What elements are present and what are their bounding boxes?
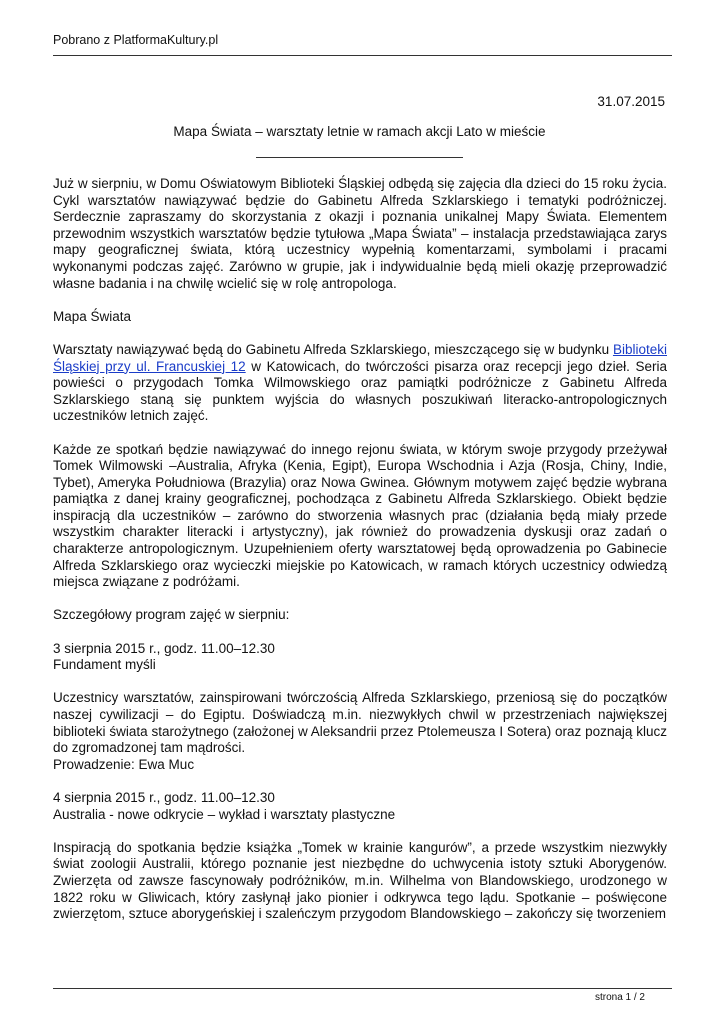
event-name: Australia - nowe odkrycie – wykład i warsztaty plastyczne (53, 806, 396, 822)
program-heading: Szczegółowy program zajęć w sierpniu: (53, 607, 290, 623)
event-name: Fundament myśli (53, 657, 156, 673)
event-details (53, 690, 667, 773)
event-date: 4 sierpnia 2015 r., godz. 11.00–12.30 (53, 789, 275, 805)
regions-paragraph: Każde ze spotkań będzie nawiązywać do innego rejonu świata, w którym swoje przygody przeżywał Tomek Wilmowski –Australia, Afryka (Kenia, Egipt), Europa Wschodnia i Azja (Rosja, Chiny, Indie, Tybet), Ameryka Południowa (Brazylia) oraz Nowa Gwinea. Głównym motywem zajęć będzie wybrana pamiątka z danej krainy geograficznej, pochodząca z Gabinetu Alfreda Szklarskiego. Obiekt będzie inspiracją dla uczestników – zarówno do stworzenia własnych prac (działania będą miały przede wszystkim charakter literacki i artystyczny), jak również do prowadzenia dyskusji oraz zadań o charakterze antropologicznym. Uzupełnieniem oferty warsztatowej będą oprowadzenia po Gabinecie Alfreda Szklarskiego oraz wycieczki miejskie po Katowicach, w ramach których uczestnicy odwiedzą miejsca związane z podróżami. (53, 441, 667, 590)
footer-divider (53, 988, 672, 989)
page-number: strona 1 / 2 (594, 992, 645, 1003)
event-header (53, 641, 667, 674)
intro-paragraph: Już w sierpniu, w Domu Oświatowym Biblioteki Śląskiej odbędą się zajęcia dla dzieci do 15 roku życia. Cykl warsztatów nawiązywać będzie do Gabinetu Alfreda Szklarskiego i tematyki podróżniczej. Serdecznie zapraszamy do skorzystania z okazji i poznania unikalnej Mapy Świata. Elementem przewodnim wszystkich warsztatów będzie tytułowa „Mapa Świata” – instalacja przedstawiająca zarys mapy geograficznej świata, którą uczestnicy wypełnią komentarzami, symbolami i pracami wykonanymi podczas zajęć. Zarówno w grupie, jak i indywidualnie będą mieli okazję przeprowadzić własne badania i na chwilę wcielić się w rolę antropologa. (53, 176, 667, 291)
event-description: Inspiracją do spotkania będzie książka „Tomek w krainie kangurów”, a przede wszystkim niezwykły świat zoologii Australii, którego poznanie jest niezbędne do uchwycenia istoty sztuki Aborygenów. Zwierzęta od zawsze fascynowały podróżników, m.in. Wilhelma von Blandowskiego, urodzonego w 1822 roku w Gliwicach, który zasłynął jako pionier i odkrywca tego lądu. Spotkanie – poświęcone zwierzętom, sztuce aborygeńskiej i szaleńczym przygodom Blandowskiego – zakończy się tworzeniem (53, 839, 667, 922)
article-body (53, 176, 667, 939)
title-underline (256, 157, 463, 158)
event-host: Prowadzenie: Ewa Muc (53, 756, 195, 772)
header-divider (53, 55, 672, 56)
download-source-header: Pobrano z PlatformaKultury.pl (53, 33, 219, 47)
section-heading: Mapa Świata (53, 308, 132, 324)
event-header (53, 790, 667, 823)
library-paragraph-end: w Katowicach, do twórczości pisarza oraz recepcji jego dzieł. Seria powieści o przygodach Tomka Wilmowskiego oraz pamiątki podróżnicze z Gabinetu Alfreda Szklarskiego staną się punktem wyjścia do własnych poszukiwań literacko-antropologicznych uczestników letnich zajęć. (53, 358, 667, 424)
publication-date: 31.07.2015 (597, 94, 665, 109)
library-paragraph-start: Warsztaty nawiązywać będą do Gabinetu Alfreda Szklarskiego, mieszczącego się w budynku (53, 341, 613, 357)
library-link[interactable]: Biblioteki Śląskiej przy ul. Francuskiej 12 (53, 341, 667, 374)
article-title: Mapa Świata – warsztaty letnie w ramach akcji Lato w mieście (173, 124, 546, 139)
event-description: Uczestnicy warsztatów, zainspirowani twórczością Alfreda Szklarskiego, przeniosą się do początków naszej cywilizacji – do Egiptu. Doświadczą m.in. niezwykłych chwil w przestrzeniach największej biblioteki świata starożytnego (założonej w Aleksandrii przez Ptolemeusza I Sotera) oraz poznają klucz do zgromadzonej tam mądrości. (53, 690, 667, 756)
library-paragraph (53, 342, 667, 425)
event-date: 3 sierpnia 2015 r., godz. 11.00–12.30 (53, 640, 275, 656)
